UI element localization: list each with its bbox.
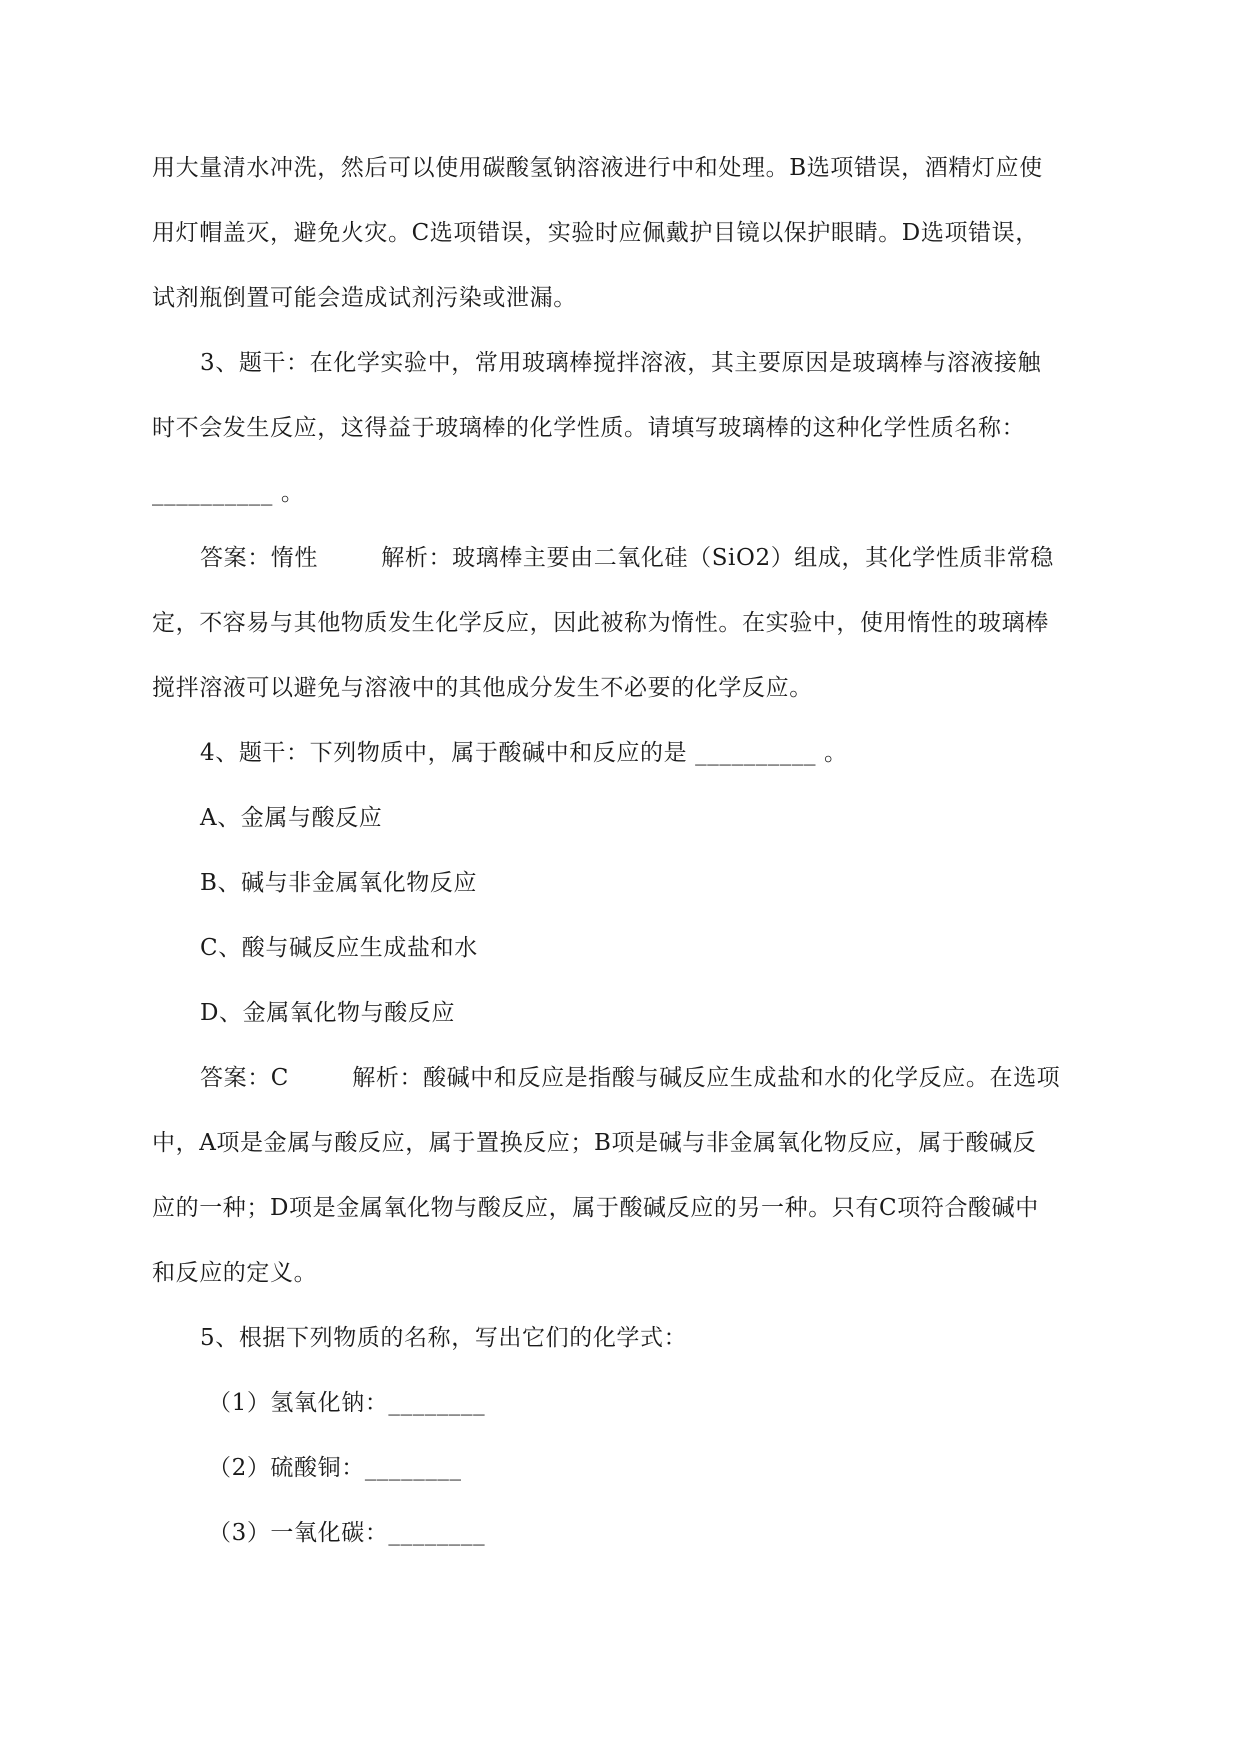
answer-2-explanation-line-3: 试剂瓶倒置可能会造成试剂污染或泄漏。	[152, 285, 577, 311]
answer-2-explanation-line-1: 用大量清水冲洗，然后可以使用碳酸氢钠溶液进行中和处理。B选项错误，酒精灯应使	[152, 155, 1043, 181]
answer-4-line-2: 中，A项是金属与酸反应，属于置换反应；B项是碱与非金属氧化物反应，属于酸碱反	[152, 1130, 1037, 1156]
question-4-option-d: D、金属氧化物与酸反应	[200, 1000, 456, 1026]
question-5-item-3: （3）一氧化碳：________	[208, 1520, 486, 1546]
question-3-line-2: 时不会发生反应，这得益于玻璃棒的化学性质。请填写玻璃棒的这种化学性质名称：	[152, 415, 1026, 441]
question-5-item-2: （2）硫酸铜：________	[208, 1455, 462, 1481]
answer-3-line-1: 答案：惰性 解析：玻璃棒主要由二氧化硅（SiO2）组成，其化学性质非常稳	[200, 545, 1054, 571]
answer-2-explanation-line-2: 用灯帽盖灭，避免火灾。C选项错误，实验时应佩戴护目镜以保护眼睛。D选项错误，	[152, 220, 1039, 246]
question-4-option-b: B、碱与非金属氧化物反应	[200, 870, 478, 896]
question-4-option-c: C、酸与碱反应生成盐和水	[200, 935, 478, 961]
answer-4-line-3: 应的一种；D项是金属氧化物与酸反应，属于酸碱反应的另一种。只有C项符合酸碱中	[152, 1195, 1039, 1221]
question-3-line-1: 3、题干：在化学实验中，常用玻璃棒搅拌溶液，其主要原因是玻璃棒与溶液接触	[200, 350, 1042, 376]
question-4-stem: 4、题干：下列物质中，属于酸碱中和反应的是 __________ 。	[200, 740, 848, 766]
answer-3-line-3: 搅拌溶液可以避免与溶液中的其他成分发生不必要的化学反应。	[152, 675, 813, 701]
question-5-stem: 5、根据下列物质的名称，写出它们的化学式：	[200, 1325, 688, 1351]
answer-4-line-4: 和反应的定义。	[152, 1260, 318, 1286]
question-5-item-1: （1）氢氧化钠：________	[208, 1390, 486, 1416]
question-3-blank: __________ 。	[152, 480, 305, 506]
answer-4-line-1: 答案：C 解析：酸碱中和反应是指酸与碱反应生成盐和水的化学反应。在选项	[200, 1065, 1061, 1091]
answer-3-line-2: 定，不容易与其他物质发生化学反应，因此被称为惰性。在实验中，使用惰性的玻璃棒	[152, 610, 1049, 636]
question-4-option-a: A、金属与酸反应	[200, 805, 383, 831]
